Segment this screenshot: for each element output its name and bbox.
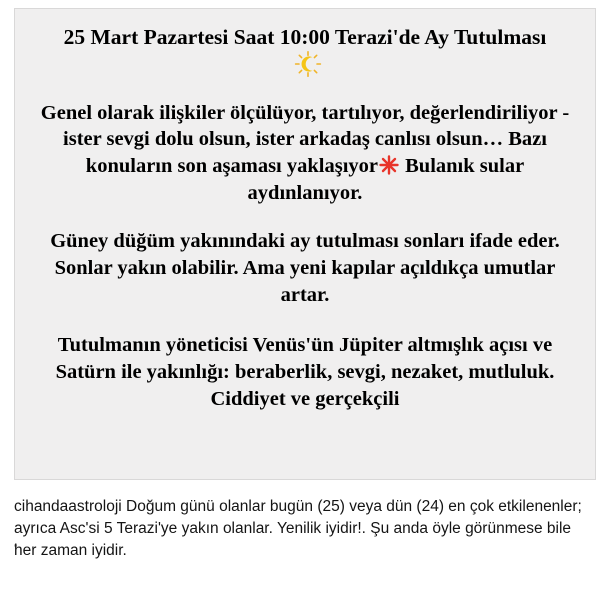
post-paragraph-1	[25, 100, 585, 207]
post-text-container	[15, 9, 595, 412]
post-image-card	[14, 8, 596, 480]
red-sparkle-icon	[379, 155, 399, 175]
post-caption	[14, 496, 596, 562]
caption-text: Doğum günü olanlar bugün (25) veya dün (24) en çok etkilenenler; ayrıca Asc'si 5 Terazi'ye yakın olanlar. Yenilik iyidir!. Şu anda öyle görünmese bile her zaman iyidir.	[14, 498, 582, 559]
post-paragraph-3: Tutulmanın yöneticisi Venüs'ün Jüpiter altmışlık açısı ve Satürn ile yakınlığı: beraberlik, sevgi, nezaket, mutluluk. Ciddiyet ve gerçekçili	[55, 334, 555, 410]
post-paragraph-1-part-2: Bulanık sular aydınlanıyor.	[247, 155, 525, 204]
post-title-text: 25 Mart Pazartesi Saat 10:00 Terazi'de Ay Tutulması	[63, 25, 547, 49]
post-paragraph-2: Güney düğüm yakınındaki ay tutulması sonları ifade eder. Sonlar yakın olabilir. Ama yeni kapılar açıldıkça umutlar artar.	[50, 230, 560, 306]
caption-username[interactable]: cihandaastroloji	[14, 498, 122, 515]
post-title	[25, 23, 585, 80]
crescent-moon-with-rays-icon	[291, 51, 325, 77]
post-paragraph-1-part-1: Genel olarak ilişkiler ölçülüyor, tartılıyor, değerlendiriliyor - ister sevgi dolu olsun, ister arkadaş canlısı olsun… Bazı konuların son aşaması yaklaşıyor	[40, 101, 570, 178]
